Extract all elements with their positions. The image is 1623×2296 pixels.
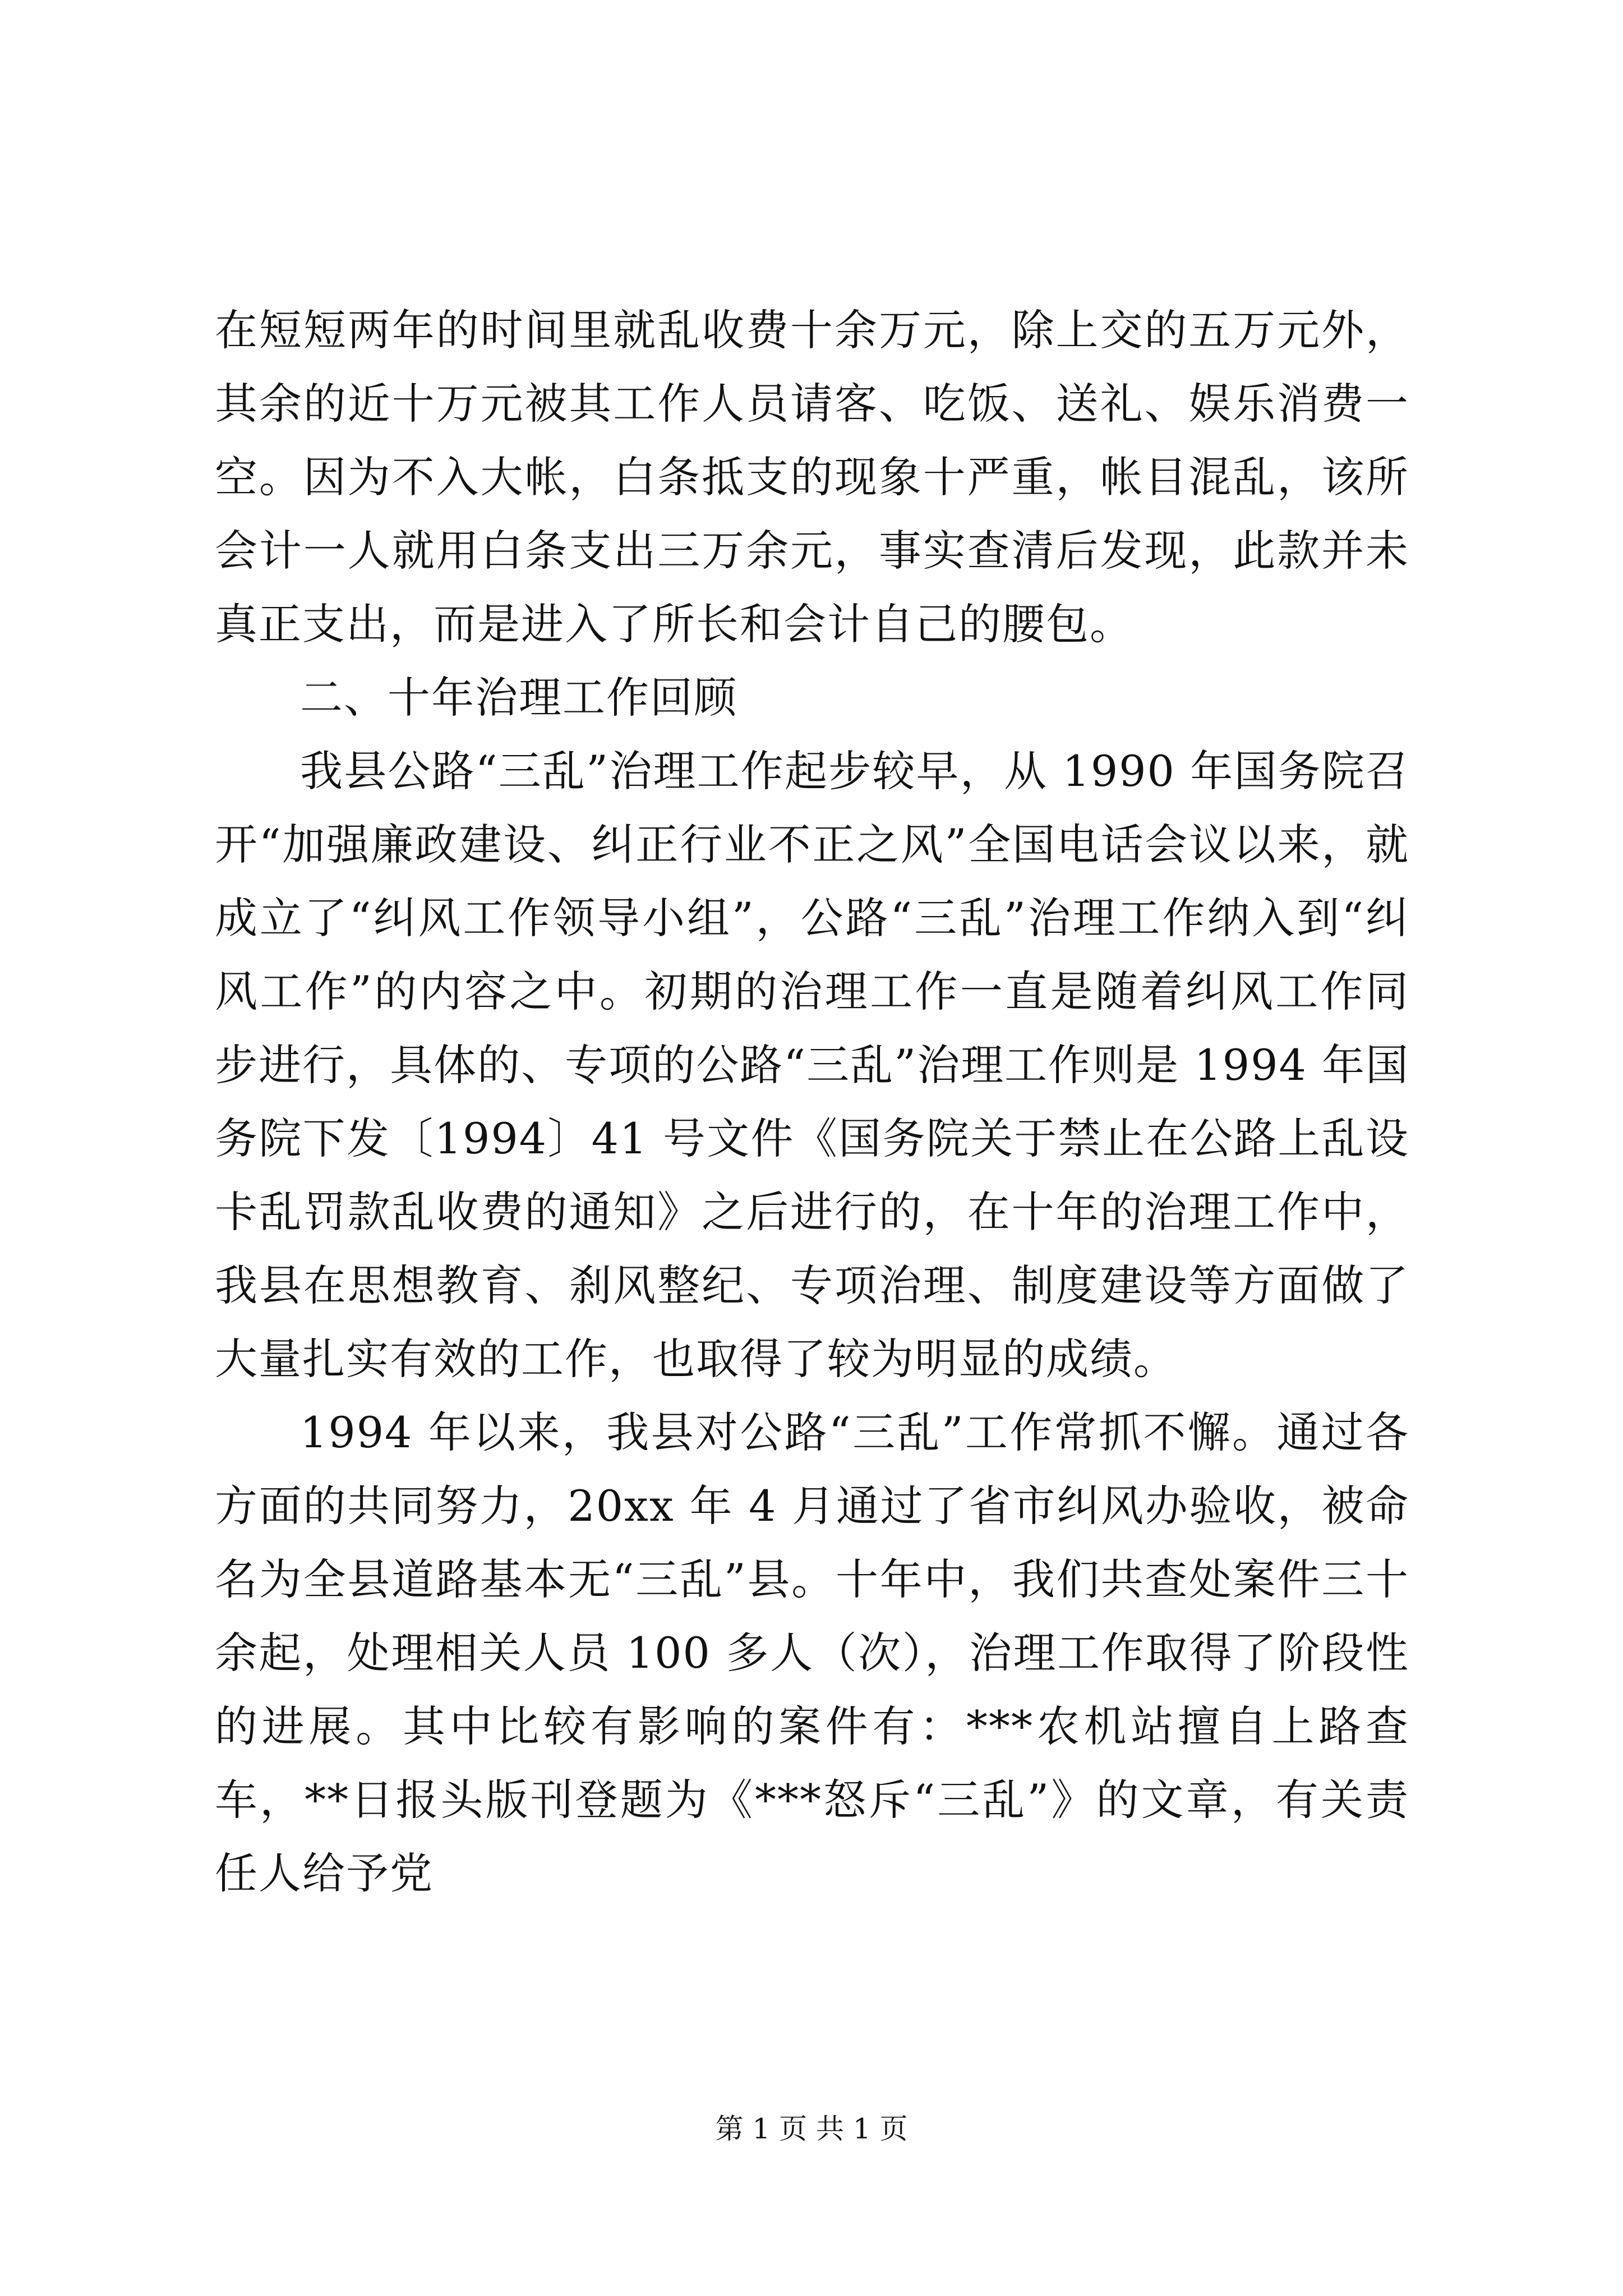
paragraph-continuation: 在短短两年的时间里就乱收费十余万元，除上交的五万元外，其余的近十万元被其工作人员请客、吃饭、送礼、娱乐消费一空。因为不入大帐，白条抵支的现象十严重，帐目混乱，该所会计一人就用白条支出三万余元，事实查清后发现，此款并未真正支出，而是进入了所长和会计自己的腰包。 xyxy=(215,305,1409,649)
paragraph-history: 我县公路“三乱”治理工作起步较早，从 1990 年国务院召开“加强廉政建设、纠正行业不正之风”全国电话会议以来，就成立了“纠风工作领导小组”，公路“三乱”治理工作纳入到“纠风工作”的内容之中。初期的治理工作一直是随着纠风工作同步进行，具体的、专项的公路“三乱”治理工作则是 1994 年国务院下发〔1994〕41 号文件《国务院关于禁止在公路上乱设卡乱罚款乱收费的通知》之后进行的，在十年的治理工作中，我县在思想教育、刹风整纪、专项治理、制度建设等方面做了大量扎实有效的工作，也取得了较为明显的成绩。 xyxy=(215,746,1409,1384)
page-number-footer: 第 1 页 共 1 页 xyxy=(715,2113,908,2145)
paragraph-results: 1994 年以来，我县对公路“三乱”工作常抓不懈。通过各方面的共同努力，20xx 年 4 月通过了省市纠风办验收，被命名为全县道路基本无“三乱”县。十年中，我们共查处案件三十余起，处理相关人员 100 多人（次），治理工作取得了阶段性的进展。其中比较有影响的案件有：***农机站擅自上路查车，**日报头版刊登题为《***怒斥“三乱”》的文章，有关责任人给予党 xyxy=(215,1407,1409,1898)
document-body xyxy=(215,293,1409,1910)
section-heading: 二、十年治理工作回顾 xyxy=(300,673,737,723)
